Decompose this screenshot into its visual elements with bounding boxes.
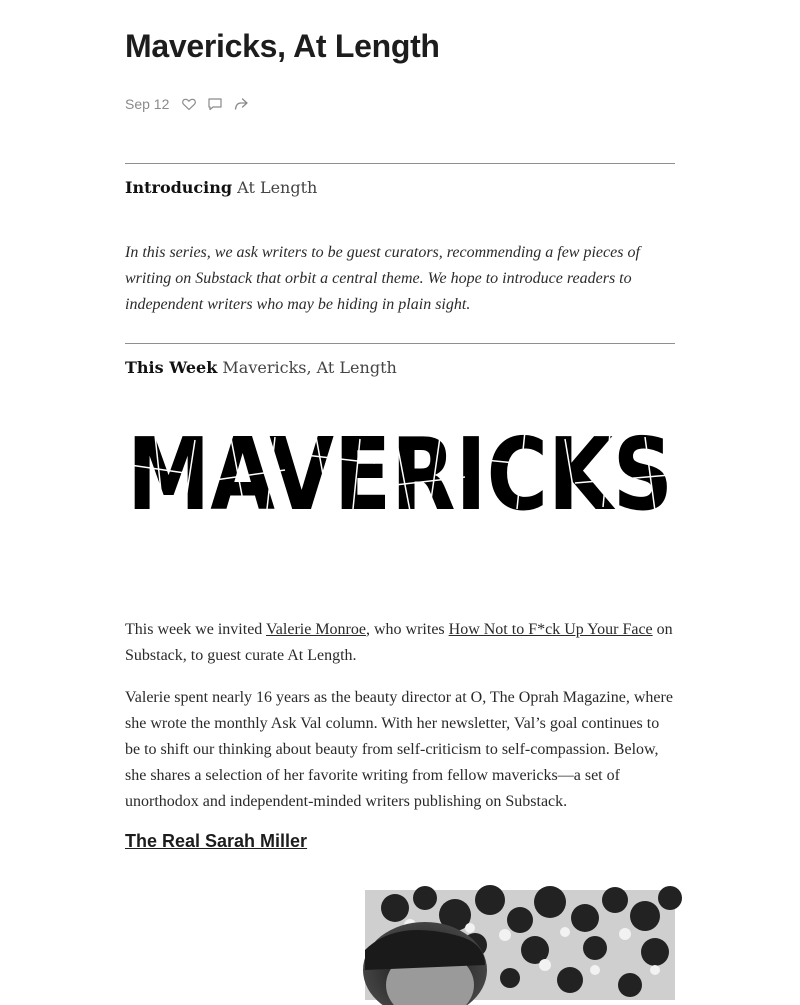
p1-text-a: This week we invited (125, 621, 267, 638)
share-icon[interactable] (233, 96, 249, 112)
intro-label-bold: Introducing (125, 178, 233, 197)
intro-text: In this series, we ask writers to be guest curators, recommending a few pieces of writing on Substack that orbit a central theme. We hope to introduce readers to independent writers who may be hiding in plain sight. (125, 244, 640, 313)
post-meta (125, 94, 249, 114)
paragraph-bio: Valerie spent nearly 16 years as the beauty director at O, The Oprah Magazine, where she wrote the monthly Ask Val column. With her newsletter, Val’s goal continues to be to shift our thinking about beauty from self-criticism to self-compassion. Below, she shares a selection of her favorite writing from fellow mavericks—a set of unorthodox and independent-minded writers publishing on Substack. (125, 689, 673, 810)
this-week-label (125, 358, 397, 377)
section-heading-link[interactable]: The Real Sarah Miller (125, 831, 308, 851)
photo-image (125, 890, 675, 1000)
post-title: Mavericks, At Length (125, 28, 440, 64)
this-week-label-bold: This Week (125, 358, 218, 377)
p1-text-c: on Substack, to guest curate At Length. (125, 621, 673, 664)
hero-text: MAVERICKS (127, 416, 673, 533)
this-week-label-rest: Mavericks, At Length (222, 358, 397, 377)
intro-label (125, 178, 317, 197)
heart-icon[interactable] (181, 96, 197, 112)
intro-label-rest: At Length (237, 178, 318, 197)
valerie-monroe-link[interactable]: Valerie Monroe (266, 621, 366, 638)
divider (125, 163, 675, 164)
newsletter-link[interactable]: How Not to F*ck Up Your Face (448, 621, 653, 638)
p1-text-b: , who writes (365, 621, 449, 638)
paragraph-invite (125, 617, 675, 669)
post-date: Sep 12 (125, 96, 170, 112)
divider (125, 343, 675, 344)
mavericks-hero-image (125, 416, 675, 533)
comment-icon[interactable] (207, 96, 223, 112)
